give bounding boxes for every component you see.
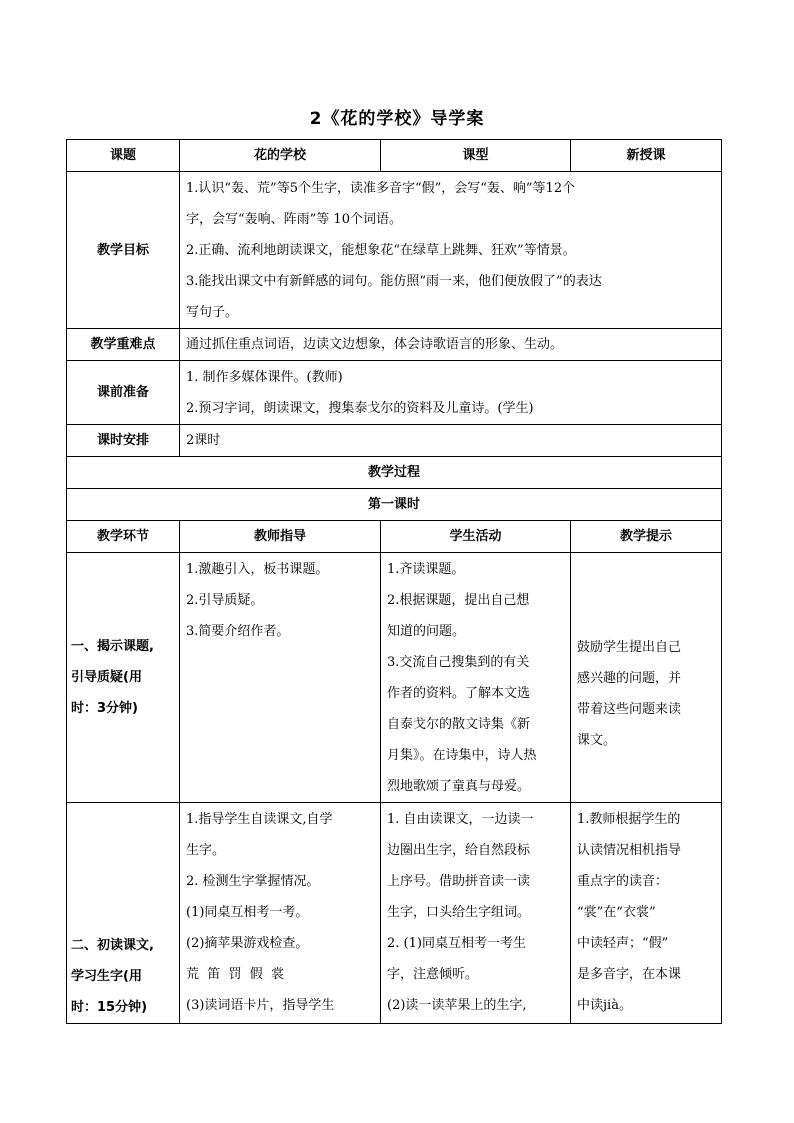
tips-line: 中读jià。: [577, 998, 632, 1013]
type-label: 课型: [381, 140, 571, 172]
topic-value: 花的学校: [180, 140, 381, 172]
tips-line: “裳”在“衣裳”: [577, 905, 656, 920]
tips-cell: [571, 803, 722, 1024]
student-line: 2.根据课题，提出自己想: [387, 593, 530, 608]
table-row: [67, 553, 722, 803]
goal-line: 2.正确、流利地朗读课文，能想象花“在绿草上跳舞、狂欢”等情景。: [186, 242, 576, 258]
teacher-cell: [180, 803, 381, 1024]
student-line: 知道的问题。: [387, 624, 466, 639]
student-line: (2)读一读苹果上的生字,: [387, 998, 527, 1013]
student-line: 1. 自由读课文，一边读一: [387, 812, 534, 827]
student-cell: [381, 803, 571, 1024]
stage-cell: [67, 553, 180, 803]
key-points-text: 通过抓住重点词语，边读文边想象，体会诗歌语言的形象、生动。: [180, 329, 722, 361]
column-header-stage: 教学环节: [67, 521, 180, 553]
teacher-line: 1.指导学生自读课文,自学: [186, 812, 333, 827]
preparation-line: 1. 制作多媒体课件。(教师): [186, 369, 343, 385]
student-line: 烈地歌颂了童真与母爱。: [387, 779, 531, 794]
goal-line: 1.认识“轰、荒”等5个生字，读准多音字“假”，会写“轰、响”等12个: [186, 180, 576, 196]
student-line: 月集》。在诗集中，诗人热: [387, 748, 537, 763]
student-line: 上序号。借助拼音读一读: [387, 874, 531, 889]
lesson-title: 第一课时: [67, 489, 722, 521]
goals-content: [180, 172, 722, 329]
page-title: 2《花的学校》导学案: [309, 109, 485, 129]
student-line: 边圈出生字，给自然段标: [387, 843, 531, 858]
teacher-line: 3.简要介绍作者。: [186, 624, 290, 639]
stage-line: 引导质疑(用: [71, 670, 142, 685]
process-title-row: [67, 457, 722, 489]
stage-line: 一、揭示课题,: [71, 639, 154, 654]
goals-row: [67, 172, 722, 329]
teacher-line: 2.引导质疑。: [186, 593, 264, 608]
tips-line: 认读情况相机指导: [577, 843, 682, 858]
stage-line: 时：3分钟): [71, 701, 138, 716]
process-title: 教学过程: [67, 457, 722, 489]
schedule-row: [67, 425, 722, 457]
preparation-line: 2.预习字词，朗读课文，搜集泰戈尔的资料及儿童诗。(学生): [186, 400, 534, 416]
goal-line: 字，会写“轰响、阵雨”等 10个词语。: [186, 211, 402, 227]
teacher-line: (1)同桌互相考一考。: [186, 905, 309, 920]
student-line: 3.交流自己搜集到的有关: [387, 655, 530, 670]
stage-line: 时：15分钟): [71, 1000, 148, 1015]
topic-label: 课题: [67, 140, 180, 172]
teacher-line: (3)读词语卡片，指导学生: [186, 998, 335, 1013]
type-value: 新授课: [571, 140, 722, 172]
student-cell: [381, 553, 571, 803]
tips-line: 鼓励学生提出自己: [577, 639, 682, 655]
tips-cell: [571, 553, 722, 803]
column-header-teacher: 教师指导: [180, 521, 381, 553]
key-points-row: [67, 329, 722, 361]
table-row: [67, 803, 722, 1024]
tips-line: 是多音字，在本课: [577, 967, 682, 982]
column-header-row: [67, 521, 722, 553]
student-line: 生字，口头给生字组词。: [387, 905, 531, 920]
student-line: 1.齐读课题。: [387, 562, 465, 577]
header-row: [67, 140, 722, 172]
student-line: 自泰戈尔的散文诗集《新: [387, 717, 531, 732]
teacher-line: (2)摘苹果游戏检查。: [186, 936, 309, 951]
schedule-label: 课时安排: [67, 425, 180, 457]
teacher-line: 1.激趣引入，板书课题。: [186, 562, 329, 577]
goal-line: 写句子。: [186, 304, 239, 320]
key-points-label: 教学重难点: [67, 329, 180, 361]
tips-line: 带着这些问题来读: [577, 701, 682, 717]
stage-cell: [67, 803, 180, 1024]
student-line: 字，注意倾听。: [387, 967, 479, 982]
tips-line: 重点字的读音：: [577, 874, 669, 889]
student-line: 2. (1)同桌互相考一考生: [387, 936, 526, 951]
teacher-cell: [180, 553, 381, 803]
stage-line: 二、初读课文,: [71, 938, 154, 953]
teacher-line: 荒 笛 罚 假 裳: [186, 967, 285, 982]
tips-line: 感兴趣的问题，并: [577, 670, 682, 686]
goals-label: 教学目标: [67, 172, 180, 329]
column-header-student: 学生活动: [381, 521, 571, 553]
preparation-content: [180, 361, 722, 425]
schedule-text: 2课时: [180, 425, 722, 457]
goal-line: 3.能找出课文中有新鲜感的词句。能仿照“雨一来，他们便放假了”的表达: [186, 273, 602, 289]
teacher-line: 2. 检测生字掌握情况。: [186, 874, 320, 889]
tips-line: 中读轻声；“假”: [577, 936, 669, 951]
preparation-row: [67, 361, 722, 425]
student-line: 作者的资料。了解本文选: [387, 686, 531, 701]
teacher-line: 生字。: [186, 843, 226, 858]
preparation-label: 课前准备: [67, 361, 180, 425]
lesson-plan-table: [66, 139, 722, 1024]
tips-line: 1.教师根据学生的: [577, 812, 681, 827]
lesson-title-row: [67, 489, 722, 521]
tips-line: 课文。: [577, 732, 617, 748]
column-header-tips: 教学提示: [571, 521, 722, 553]
stage-line: 学习生字(用: [71, 969, 142, 984]
